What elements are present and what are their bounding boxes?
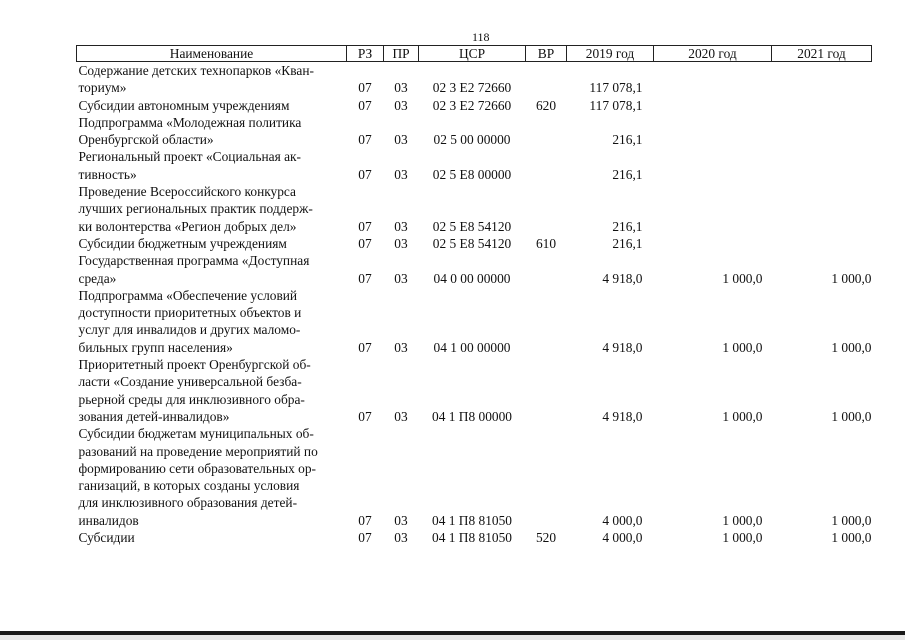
row-rz: 07	[358, 218, 372, 234]
table-row	[77, 529, 872, 546]
row-2019: 117 078,1	[589, 80, 643, 96]
row-csr: 02 3 Е2 72660	[432, 80, 512, 96]
row-csr: 02 5 Е8 00000	[432, 166, 512, 182]
row-2020: 1 000,0	[722, 339, 763, 355]
table-row	[77, 97, 872, 114]
row-2021: 1 000,0	[831, 512, 872, 528]
row-rz: 07	[358, 270, 372, 286]
header-name: Наименование	[77, 46, 347, 62]
row-vr: 620	[535, 97, 557, 113]
table-row	[77, 425, 872, 529]
row-pr: 03	[394, 235, 408, 251]
row-2021	[772, 62, 872, 97]
row-name: Субсидии автономным учреждениям	[78, 97, 290, 113]
row-vr	[526, 114, 567, 149]
row-vr	[526, 62, 567, 97]
row-2021	[772, 148, 872, 183]
row-name: Приоритетный проект Оренбургской об- ласти «Создание универсальной безба- рьерной среды для инклюзивного обра- зования детей-инвалидов»	[78, 357, 311, 424]
row-2020	[654, 114, 772, 149]
row-pr: 03	[394, 218, 408, 234]
table-header-row	[77, 46, 872, 62]
row-rz: 07	[358, 408, 372, 424]
row-2020	[654, 183, 772, 235]
row-2020: 1 000,0	[722, 530, 763, 546]
page-bottom-shadow	[0, 635, 905, 640]
row-csr: 04 1 П8 00000	[432, 408, 512, 424]
row-pr: 03	[394, 270, 408, 286]
budget-table	[76, 45, 872, 546]
row-pr: 03	[394, 408, 408, 424]
row-2021	[772, 235, 872, 252]
row-csr: 04 1 П8 81050	[432, 512, 512, 528]
row-name: Региональный проект «Социальная ак- тивность»	[78, 149, 301, 182]
row-csr: 02 5 00 00000	[433, 132, 511, 148]
row-csr: 04 1 00 00000	[433, 339, 511, 355]
row-rz: 07	[358, 530, 372, 546]
row-rz: 07	[358, 97, 372, 113]
header-2021: 2021 год	[772, 46, 872, 62]
row-2019: 216,1	[612, 235, 643, 251]
row-vr	[526, 252, 567, 287]
row-rz: 07	[358, 80, 372, 96]
header-rz: РЗ	[347, 46, 384, 62]
row-pr: 03	[394, 512, 408, 528]
row-2020	[654, 62, 772, 97]
row-name: Субсидии бюджетным учреждениям	[78, 235, 287, 251]
table-row	[77, 252, 872, 287]
row-rz: 07	[358, 235, 372, 251]
row-vr	[526, 425, 567, 529]
row-pr: 03	[394, 132, 408, 148]
row-2021	[772, 97, 872, 114]
row-pr: 03	[394, 530, 408, 546]
row-2019: 4 918,0	[602, 339, 643, 355]
row-2019: 4 000,0	[602, 530, 643, 546]
row-name: Субсидии	[78, 530, 135, 546]
row-2020: 1 000,0	[722, 408, 763, 424]
header-2020: 2020 год	[654, 46, 772, 62]
row-2019: 117 078,1	[589, 97, 643, 113]
row-vr: 520	[535, 530, 557, 546]
row-vr	[526, 148, 567, 183]
row-rz: 07	[358, 166, 372, 182]
row-2020: 1 000,0	[722, 270, 763, 286]
header-csr: ЦСР	[419, 46, 526, 62]
row-2021: 1 000,0	[831, 270, 872, 286]
row-2019: 216,1	[612, 166, 643, 182]
row-2019: 4 918,0	[602, 408, 643, 424]
header-pr: ПР	[384, 46, 419, 62]
row-2020	[654, 148, 772, 183]
row-csr: 02 5 Е8 54120	[432, 235, 512, 251]
row-pr: 03	[394, 97, 408, 113]
table-row	[77, 183, 872, 235]
row-2019: 216,1	[612, 132, 643, 148]
row-vr	[526, 356, 567, 425]
row-2019: 4 000,0	[602, 512, 643, 528]
row-2021: 1 000,0	[831, 530, 872, 546]
row-name: Подпрограмма «Обеспечение условий доступности приоритетных объектов и услуг для инвалидов и других маломо- бильных групп населения»	[78, 287, 302, 355]
table-row	[77, 148, 872, 183]
row-csr: 04 1 П8 81050	[432, 530, 512, 546]
row-vr	[526, 287, 567, 356]
table-row	[77, 235, 872, 252]
row-rz: 07	[358, 339, 372, 355]
row-pr: 03	[394, 80, 408, 96]
row-2020	[654, 235, 772, 252]
table-body	[77, 62, 872, 547]
row-2019: 4 918,0	[602, 270, 643, 286]
row-2021	[772, 183, 872, 235]
table-row	[77, 62, 872, 97]
row-2021: 1 000,0	[831, 339, 872, 355]
row-vr: 610	[535, 235, 557, 251]
row-name: Содержание детских технопарков «Кван- ториум»	[78, 63, 314, 96]
row-2021	[772, 114, 872, 149]
row-pr: 03	[394, 166, 408, 182]
row-rz: 07	[358, 512, 372, 528]
header-2019: 2019 год	[567, 46, 654, 62]
row-name: Государственная программа «Доступная среда»	[78, 253, 310, 286]
row-csr: 02 3 Е2 72660	[432, 97, 512, 113]
row-rz: 07	[358, 132, 372, 148]
table-row	[77, 356, 872, 425]
row-2019: 216,1	[612, 218, 643, 234]
row-csr: 02 5 Е8 54120	[432, 218, 512, 234]
row-2020: 1 000,0	[722, 512, 763, 528]
row-2020	[654, 97, 772, 114]
row-name: Проведение Всероссийского конкурса лучших региональных практик поддерж- ки волонтерства «Регион добрых дел»	[78, 184, 313, 234]
row-2021: 1 000,0	[831, 408, 872, 424]
table-row	[77, 114, 872, 149]
row-name: Подпрограмма «Молодежная политика Оренбургской области»	[78, 114, 302, 148]
row-vr	[526, 183, 567, 235]
page-number: 118	[472, 30, 490, 44]
header-vr: ВР	[526, 46, 567, 62]
table-row	[77, 287, 872, 356]
row-name: Субсидии бюджетам муниципальных об- разований на проведение мероприятий по формированию сети образовательных ор- ганизаций, в которых созданы условия для инклюзивного образования детей- инвалидов	[78, 426, 318, 528]
row-pr: 03	[394, 339, 408, 355]
row-csr: 04 0 00 00000	[433, 270, 511, 286]
